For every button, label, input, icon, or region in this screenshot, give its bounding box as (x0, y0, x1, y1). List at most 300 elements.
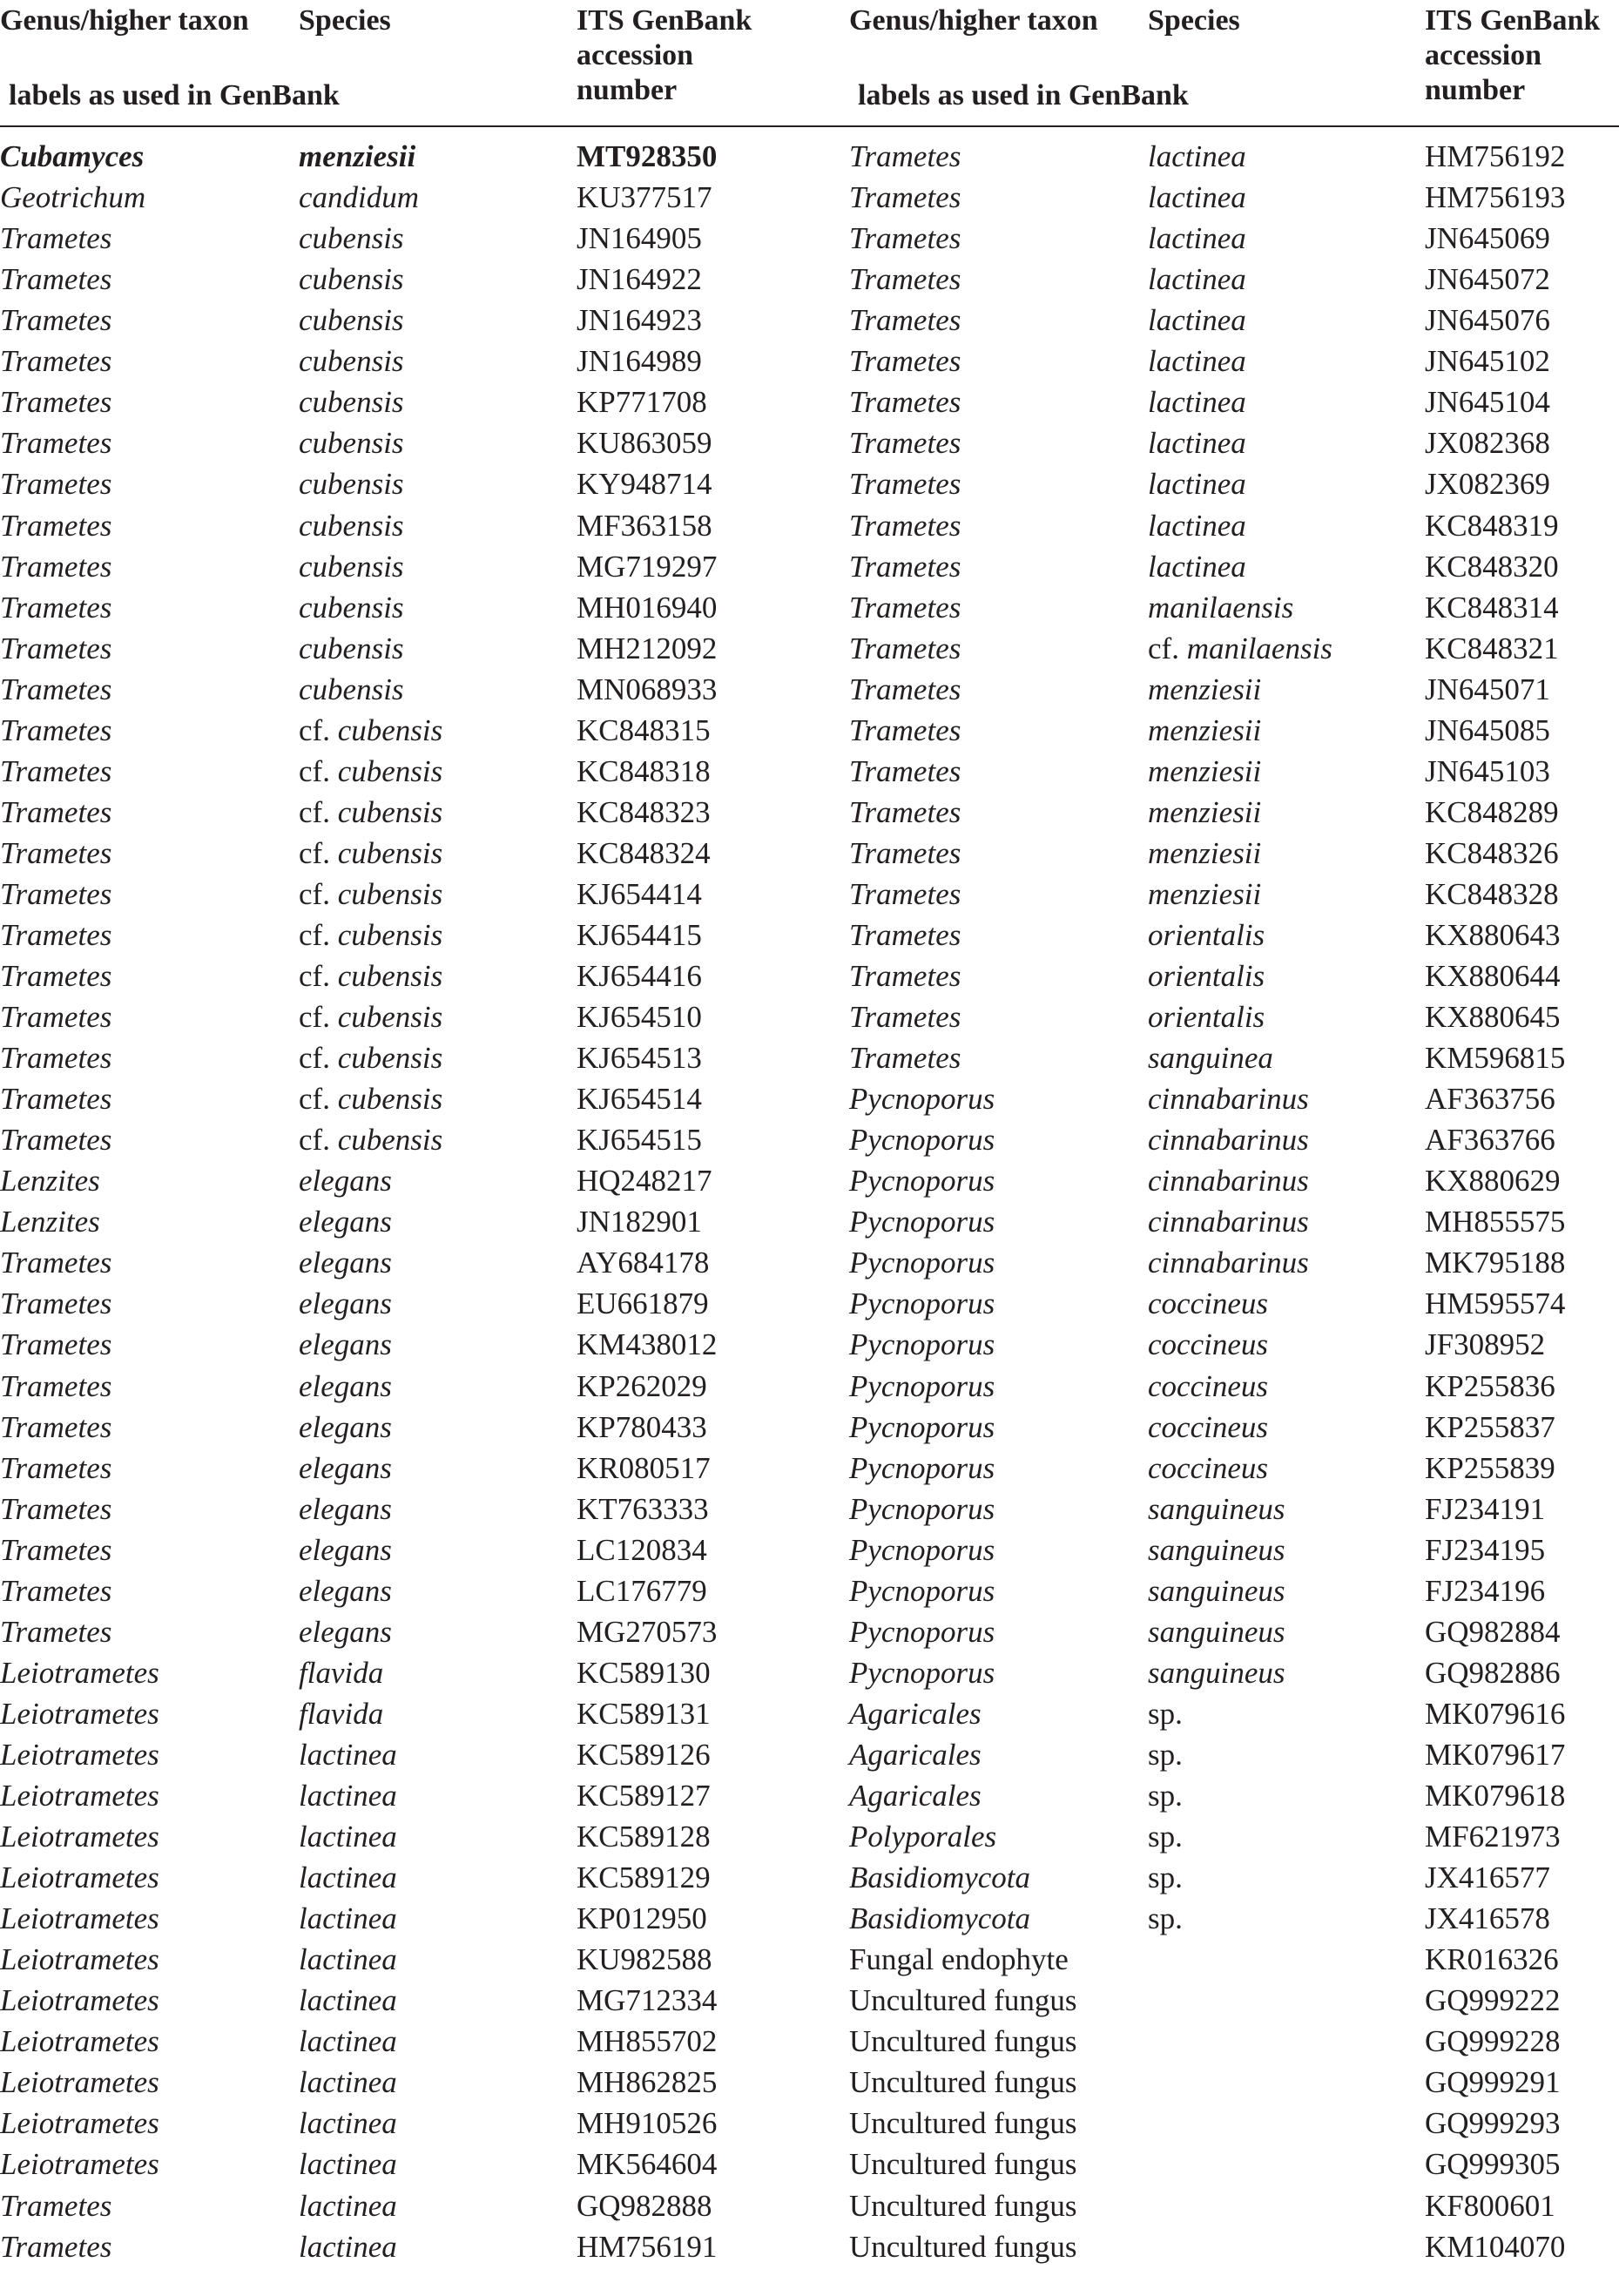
accession-cell: EU661879 (577, 1286, 709, 1321)
species-cell (299, 795, 442, 830)
accession-cell: MN068933 (577, 672, 718, 706)
genus-cell: Trametes (0, 917, 112, 952)
genus-cell: Trametes (849, 672, 961, 706)
species-cell (1148, 918, 1265, 953)
accession-cell: JN164905 (577, 221, 702, 256)
table-row (0, 1041, 1619, 1076)
header-genus-left: Genus/higher taxon (0, 4, 249, 37)
genus-cell: Trametes (0, 672, 112, 706)
accession-cell: JN182901 (577, 1205, 702, 1239)
species-epithet: menziesii (1148, 876, 1262, 911)
species-epithet: lactinea (299, 1901, 397, 1936)
accession-cell: MH910526 (577, 2106, 718, 2141)
species-epithet: lactinea (1148, 139, 1246, 173)
table-row (0, 1656, 1619, 1691)
species-cell (1148, 1533, 1285, 1568)
table-row (0, 1451, 1619, 1486)
accession-cell: KP255839 (1425, 1450, 1555, 1485)
table-row (0, 1410, 1619, 1445)
genus-cell: Leiotrametes (0, 1860, 159, 1895)
accession-cell: KX880645 (1425, 1000, 1561, 1034)
species-cell (299, 1327, 392, 1362)
genus-cell: Pycnoporus (849, 1123, 995, 1158)
table-row (0, 959, 1619, 994)
table-row (0, 344, 1619, 379)
table-row (0, 1860, 1619, 1895)
genus-cell: Trametes (0, 344, 112, 379)
species-epithet: lactinea (1148, 549, 1246, 584)
table-row (0, 2106, 1619, 2141)
genus-cell: Agaricales (849, 1696, 982, 1731)
species-qualifier: cf. (299, 917, 338, 952)
species-cell (299, 713, 442, 748)
species-cell (1148, 1779, 1183, 1813)
genus-cell: Trametes (0, 1573, 112, 1608)
species-cell (299, 672, 404, 707)
species-epithet: orientalis (1148, 1000, 1265, 1034)
species-cell (1148, 139, 1246, 174)
species-epithet: cubensis (337, 1123, 443, 1158)
species-cell (1148, 754, 1261, 789)
accession-cell: KX880629 (1425, 1164, 1561, 1199)
genus-cell: Leiotrametes (0, 1983, 159, 2018)
species-cell (299, 221, 404, 256)
species-epithet: sanguineus (1148, 1491, 1285, 1526)
genus-cell: Polyporales (849, 1820, 997, 1854)
genus-cell: Trametes (0, 1327, 112, 1362)
species-cell (299, 2147, 397, 2182)
species-epithet: lactinea (1148, 508, 1246, 543)
genus-cell: Leiotrametes (0, 1737, 159, 1772)
genus-cell: Leiotrametes (0, 2147, 159, 2182)
genus-cell: Leiotrametes (0, 1779, 159, 1813)
genus-cell: Uncultured fungus (849, 2147, 1077, 2182)
species-epithet: lactinea (1148, 385, 1246, 420)
species-epithet: elegans (299, 1450, 392, 1485)
accession-cell: MK079617 (1425, 1737, 1566, 1772)
accession-cell: MT928350 (577, 139, 718, 173)
species-epithet: cubensis (337, 1000, 443, 1034)
table-row (0, 1942, 1619, 1977)
genus-cell: Lenzites (0, 1205, 100, 1239)
species-epithet: cubensis (337, 876, 443, 911)
accession-cell: GQ999228 (1425, 2024, 1561, 2059)
species-epithet: sanguinea (1148, 1041, 1273, 1076)
genus-cell: Trametes (849, 959, 961, 993)
genus-cell: Trametes (0, 1532, 112, 1567)
genus-cell: Trametes (849, 835, 961, 870)
accession-cell: KR016326 (1425, 1942, 1559, 1977)
species-epithet: lactinea (299, 2229, 397, 2264)
table-row (0, 1492, 1619, 1527)
species-epithet: sp. (1148, 1820, 1183, 1854)
table-row (0, 385, 1619, 420)
table-row (0, 1123, 1619, 1158)
species-cell (299, 550, 404, 584)
species-cell (299, 1123, 442, 1158)
species-cell (299, 631, 404, 666)
genus-cell: Trametes (0, 1000, 112, 1034)
species-cell (1148, 426, 1246, 461)
header-accession-line: accession (1425, 39, 1542, 71)
accession-cell: FJ234196 (1425, 1573, 1546, 1608)
species-cell (299, 467, 404, 502)
accession-cell: HM756192 (1425, 139, 1566, 173)
genus-cell: Trametes (0, 262, 112, 297)
species-epithet: sanguineus (1148, 1573, 1285, 1608)
genus-cell: Trametes (849, 549, 961, 584)
species-epithet: cubensis (337, 712, 443, 747)
accession-cell: KC848328 (1425, 876, 1559, 911)
species-cell (299, 1082, 442, 1117)
header-species-left: Species (299, 4, 391, 37)
species-qualifier: cf. (1148, 631, 1187, 665)
species-epithet: menziesii (1148, 672, 1262, 706)
accession-cell: KU982588 (577, 1942, 712, 1977)
species-qualifier: cf. (299, 1041, 338, 1076)
table-row (0, 1327, 1619, 1362)
species-cell (1148, 221, 1246, 256)
table-row (0, 467, 1619, 502)
species-epithet: cinnabarinus (1148, 1246, 1309, 1280)
species-epithet: cinnabarinus (1148, 1164, 1309, 1199)
accession-cell: LC120834 (577, 1532, 707, 1567)
species-epithet: sp. (1148, 1901, 1183, 1936)
species-cell (1148, 1615, 1285, 1650)
header-accession-line: ITS GenBank (1425, 4, 1601, 37)
species-cell (299, 1820, 397, 1854)
species-cell (1148, 467, 1246, 502)
species-cell (1148, 1860, 1183, 1895)
species-epithet: lactinea (1148, 344, 1246, 379)
genus-cell: Trametes (0, 1246, 112, 1280)
species-cell (299, 1574, 392, 1609)
species-cell (299, 754, 442, 789)
species-cell (299, 1492, 392, 1527)
header-rule (0, 125, 1619, 127)
table-row (0, 1820, 1619, 1854)
accession-cell: JN645085 (1425, 712, 1550, 747)
accession-cell: AY684178 (577, 1246, 710, 1280)
species-epithet: coccineus (1148, 1368, 1268, 1403)
genus-cell: Trametes (0, 303, 112, 338)
species-epithet: cubensis (299, 467, 404, 502)
accession-cell: KJ654414 (577, 876, 702, 911)
accession-cell: JX416577 (1425, 1860, 1550, 1895)
species-epithet: lactinea (1148, 180, 1246, 215)
species-cell (299, 591, 404, 625)
genus-cell: Trametes (0, 1123, 112, 1158)
genus-cell: Trametes (849, 344, 961, 379)
species-cell (299, 1164, 392, 1199)
species-cell (299, 1000, 442, 1035)
species-epithet: elegans (299, 1532, 392, 1567)
species-cell (299, 509, 404, 544)
species-epithet: orientalis (1148, 917, 1265, 952)
header-accession-right (1425, 3, 1600, 108)
species-epithet: cubensis (299, 385, 404, 420)
species-epithet: lactinea (299, 2147, 397, 2182)
table-row (0, 221, 1619, 256)
genus-cell: Trametes (0, 1041, 112, 1076)
accession-cell: HM756191 (577, 2229, 718, 2264)
accession-cell: JN164989 (577, 344, 702, 379)
species-epithet: cubensis (337, 835, 443, 870)
genus-cell: Leiotrametes (0, 1820, 159, 1854)
genus-cell: Trametes (849, 712, 961, 747)
table-row (0, 1779, 1619, 1813)
species-epithet: flavida (299, 1655, 384, 1690)
genus-cell: Leiotrametes (0, 2065, 159, 2100)
genus-cell: Trametes (0, 631, 112, 665)
accession-cell: KJ654415 (577, 917, 702, 952)
species-cell (1148, 1041, 1273, 1076)
genus-cell: Trametes (849, 876, 961, 911)
species-cell (1148, 1451, 1268, 1486)
genus-cell: Trametes (0, 1491, 112, 1526)
accession-cell: KU377517 (577, 180, 712, 215)
species-cell (1148, 1697, 1183, 1732)
species-epithet: elegans (299, 1368, 392, 1403)
accession-cell: KC848289 (1425, 794, 1559, 829)
species-cell (299, 344, 404, 379)
genus-cell: Trametes (0, 794, 112, 829)
genus-cell: Trametes (0, 1082, 112, 1117)
species-epithet: elegans (299, 1327, 392, 1362)
species-epithet: lactinea (1148, 303, 1246, 338)
genus-cell: Trametes (0, 2188, 112, 2223)
genus-cell: Agaricales (849, 1737, 982, 1772)
genus-cell: Leiotrametes (0, 2106, 159, 2141)
genus-cell: Pycnoporus (849, 1450, 995, 1485)
species-cell (299, 385, 404, 420)
accession-cell: JN164922 (577, 262, 702, 297)
accession-cell: JF308952 (1425, 1327, 1546, 1362)
genus-cell: Trametes (0, 712, 112, 747)
genus-cell: Trametes (0, 876, 112, 911)
accession-cell: KP255836 (1425, 1368, 1555, 1403)
species-qualifier: cf. (299, 712, 338, 747)
genus-cell: Trametes (849, 139, 961, 173)
genus-cell: Pycnoporus (849, 1573, 995, 1608)
accession-cell: KC589129 (577, 1860, 711, 1895)
species-epithet: menziesii (1148, 753, 1262, 788)
species-cell (1148, 1246, 1309, 1280)
genus-cell: Pycnoporus (849, 1286, 995, 1321)
species-cell (299, 1901, 397, 1936)
species-epithet: cubensis (299, 590, 404, 625)
species-epithet: cubensis (337, 753, 443, 788)
species-cell (1148, 303, 1246, 338)
species-cell (299, 1533, 392, 1568)
genus-cell: Trametes (849, 794, 961, 829)
header-accession-line: number (577, 74, 678, 106)
accession-cell: KP012950 (577, 1901, 707, 1936)
species-cell (299, 1246, 392, 1280)
table-row (0, 139, 1619, 174)
accession-cell: KP255837 (1425, 1409, 1555, 1444)
table-row (0, 1574, 1619, 1609)
genus-cell: Trametes (849, 1000, 961, 1034)
species-epithet: cubensis (337, 1041, 443, 1076)
accession-cell: JN645102 (1425, 344, 1550, 379)
genus-cell: Trametes (849, 467, 961, 502)
accession-cell: KU863059 (577, 426, 712, 461)
species-cell (1148, 1164, 1309, 1199)
accession-cell: MH212092 (577, 631, 718, 665)
accession-cell: JX082369 (1425, 467, 1550, 502)
accession-cell: AF363766 (1425, 1123, 1555, 1158)
species-epithet: lactinea (1148, 262, 1246, 297)
accession-cell: MH016940 (577, 590, 718, 625)
species-epithet: coccineus (1148, 1450, 1268, 1485)
accession-cell: JN645076 (1425, 303, 1550, 338)
genus-cell: Trametes (0, 590, 112, 625)
genus-cell: Trametes (849, 508, 961, 543)
species-epithet: elegans (299, 1246, 392, 1280)
species-qualifier: cf. (299, 1082, 338, 1117)
species-cell (1148, 344, 1246, 379)
species-cell (299, 1286, 392, 1321)
accession-cell: FJ234191 (1425, 1491, 1546, 1526)
accession-cell: MK079618 (1425, 1779, 1566, 1813)
species-epithet: menziesii (1148, 835, 1262, 870)
genus-cell: Trametes (849, 303, 961, 338)
genus-cell: Cubamyces (0, 139, 145, 173)
accession-cell: GQ982886 (1425, 1655, 1561, 1690)
table-row (0, 2065, 1619, 2100)
accession-cell: GQ982884 (1425, 1614, 1561, 1649)
species-cell (1148, 509, 1246, 544)
genus-cell: Trametes (0, 959, 112, 993)
species-cell (1148, 1123, 1309, 1158)
species-qualifier: cf. (299, 835, 338, 870)
accession-cell: MK564604 (577, 2147, 718, 2182)
table-row (0, 2189, 1619, 2224)
species-epithet: lactinea (1148, 221, 1246, 256)
genus-cell: Trametes (0, 2229, 112, 2264)
accession-cell: KJ654514 (577, 1082, 702, 1117)
accession-cell: KC589128 (577, 1820, 711, 1854)
species-cell (299, 1697, 383, 1732)
genus-cell: Pycnoporus (849, 1409, 995, 1444)
genus-cell: Fungal endophyte (849, 1942, 1069, 1977)
table-row (0, 672, 1619, 707)
species-epithet: lactinea (1148, 426, 1246, 461)
genus-cell: Agaricales (849, 1779, 982, 1813)
header-accession-line: ITS GenBank (577, 4, 752, 37)
accession-cell: KC848326 (1425, 835, 1559, 870)
species-epithet: menziesii (1148, 794, 1262, 829)
genus-cell: Geotrichum (0, 180, 146, 215)
accession-cell: HQ248217 (577, 1164, 712, 1199)
accession-cell: KJ654513 (577, 1041, 702, 1076)
genus-cell: Trametes (849, 917, 961, 952)
genus-cell: Uncultured fungus (849, 2229, 1077, 2264)
table-row (0, 795, 1619, 830)
header-accession-line: number (1425, 74, 1526, 106)
accession-cell: MH855702 (577, 2024, 718, 2059)
genus-cell: Trametes (849, 590, 961, 625)
accession-cell: KP771708 (577, 385, 707, 420)
table-row (0, 918, 1619, 953)
species-cell (299, 836, 442, 871)
species-epithet: lactinea (299, 1820, 397, 1854)
genus-cell: Trametes (849, 426, 961, 461)
accession-cell: KJ654510 (577, 1000, 702, 1034)
accession-cell: KC848319 (1425, 508, 1559, 543)
species-cell (1148, 672, 1261, 707)
species-epithet: cubensis (299, 631, 404, 665)
species-epithet: manilaensis (1186, 631, 1332, 665)
table-row (0, 631, 1619, 666)
species-epithet: cinnabarinus (1148, 1082, 1309, 1117)
accession-cell: KC589126 (577, 1737, 711, 1772)
accession-cell: JN164923 (577, 303, 702, 338)
genus-cell: Leiotrametes (0, 1901, 159, 1936)
species-epithet: lactinea (299, 2188, 397, 2223)
species-cell (1148, 713, 1261, 748)
species-epithet: sp. (1148, 1737, 1183, 1772)
accession-cell: GQ982888 (577, 2188, 712, 2223)
genus-cell: Basidiomycota (849, 1901, 1031, 1936)
species-qualifier: cf. (299, 959, 338, 993)
header-accession-left (577, 3, 752, 108)
species-epithet: cubensis (299, 344, 404, 379)
species-cell (299, 877, 442, 912)
species-epithet: cubensis (337, 959, 443, 993)
genus-cell: Trametes (0, 753, 112, 788)
species-epithet: lactinea (299, 1737, 397, 1772)
table-row (0, 1082, 1619, 1117)
species-epithet: cubensis (299, 672, 404, 706)
table-row (0, 1369, 1619, 1404)
accession-cell: KC589127 (577, 1779, 711, 1813)
species-cell (1148, 795, 1261, 830)
accession-cell: GQ999222 (1425, 1983, 1561, 2018)
species-epithet: cubensis (337, 1082, 443, 1117)
species-cell (1148, 1286, 1268, 1321)
accession-cell: LC176779 (577, 1573, 707, 1608)
header-genus-right: Genus/higher taxon (849, 4, 1098, 37)
species-epithet: cubensis (299, 508, 404, 543)
table-row (0, 2147, 1619, 2182)
accession-cell: MH855575 (1425, 1205, 1566, 1239)
genus-cell: Trametes (0, 835, 112, 870)
accession-cell: KC848323 (577, 794, 711, 829)
accession-cell: MF363158 (577, 508, 712, 543)
table-row (0, 180, 1619, 215)
species-cell (299, 1942, 397, 1977)
species-epithet: menziesii (299, 139, 416, 173)
species-cell (1148, 631, 1332, 666)
genus-cell: Pycnoporus (849, 1327, 995, 1362)
genus-cell: Trametes (0, 1614, 112, 1649)
species-epithet: orientalis (1148, 959, 1265, 993)
table-row (0, 1983, 1619, 2018)
accession-cell: KM438012 (577, 1327, 718, 1362)
species-epithet: lactinea (299, 1860, 397, 1895)
table-row (0, 2024, 1619, 2059)
species-cell (1148, 959, 1265, 994)
genus-cell: Trametes (849, 1041, 961, 1076)
genus-cell: Uncultured fungus (849, 2106, 1077, 2141)
species-qualifier: cf. (299, 1123, 338, 1158)
header-genus-sub-left: labels as used in GenBank (9, 79, 340, 111)
genus-cell: Trametes (849, 221, 961, 256)
species-epithet: menziesii (1148, 712, 1262, 747)
species-cell (299, 1451, 392, 1486)
